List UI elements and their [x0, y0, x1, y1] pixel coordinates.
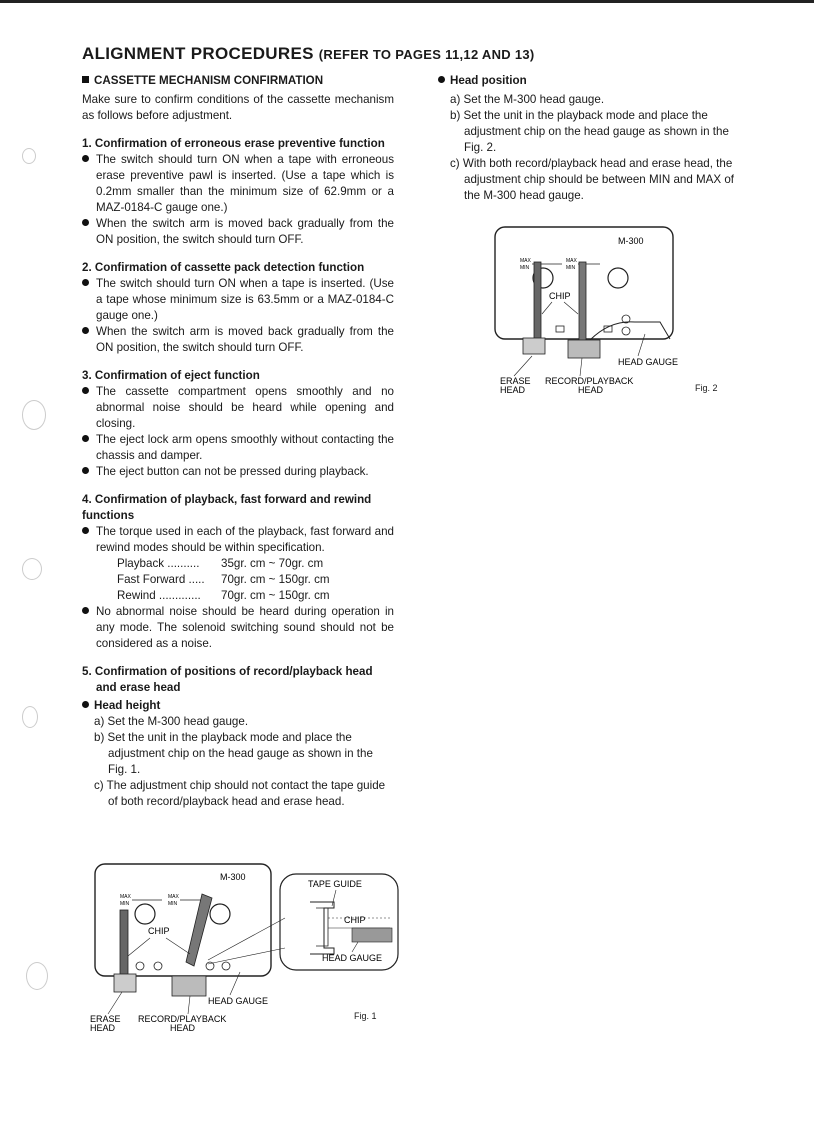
fig1-reel-hole-right: [210, 904, 230, 924]
scan-smudge: [22, 148, 36, 164]
item-4-heading: 4. Confirmation of playback, fast forward and rewind functions: [82, 493, 372, 522]
fig2-gauge-label: M-300: [618, 236, 644, 246]
scan-smudge: [26, 962, 48, 990]
fig2-caption: Fig. 2: [695, 383, 718, 393]
fig2-max-label-2: MAX: [566, 258, 577, 264]
right-column: [438, 73, 738, 204]
fig1-recpb-head-label: HEAD: [170, 1023, 196, 1033]
square-bullet-icon: [82, 76, 89, 83]
fig1-tape-guide-inner: [316, 908, 328, 946]
fig2-erase-leader: [514, 356, 532, 376]
bullet-icon: [82, 219, 89, 226]
fig1-detail-head-gauge-leader: [352, 942, 358, 952]
fig1-erase-head: [114, 974, 136, 992]
item-4-bullet-2: No abnormal noise should be heard during operation in any mode. The solenoid switching sound should not be considered as a noise.: [82, 604, 394, 652]
fig1-max-label-2: MAX: [168, 894, 179, 900]
fig1-post-1: [136, 962, 144, 970]
head-position-heading: Head position: [438, 73, 738, 89]
fig2-chip-leader-1: [542, 302, 552, 314]
bullet-icon: [82, 327, 89, 334]
spec-row-rewind: Rewind ............. 70gr. cm ~ 150gr. cm: [117, 589, 330, 602]
fig2-chip-leader-2: [564, 302, 578, 314]
item-3-heading: 3. Confirmation of eject function: [82, 369, 260, 382]
fig2-min-label-1: MIN: [520, 265, 530, 271]
fig1-chip-label: CHIP: [148, 926, 170, 936]
fig2-head-gauge-leader: [638, 334, 645, 356]
section-heading: CASSETTE MECHANISM CONFIRMATION: [82, 73, 394, 89]
fig2-min-label-2: MIN: [566, 265, 576, 271]
fig1-zoom-line-2: [208, 948, 285, 964]
fig1-recpb-leader: [188, 996, 190, 1014]
fig1-min-label-2: MIN: [168, 901, 178, 907]
bullet-icon: [82, 155, 89, 162]
bullet-icon: [82, 701, 89, 708]
fig2-recpb-head: [568, 340, 600, 358]
head-position-step-c: c) With both record/playback head and erase head, the adjustment chip should be between MIN and MAX of the M-300 head gauge.: [450, 157, 735, 202]
item-4-bullet-1: The torque used in each of the playback, fast forward and rewind modes should be within specification.: [82, 524, 394, 556]
fig1-head-gauge-label: HEAD GAUGE: [208, 996, 269, 1006]
bullet-icon: [82, 607, 89, 614]
fig1-head-gauge-block: [352, 928, 392, 942]
fig2-reel-hole-right: [608, 268, 628, 288]
head-height-heading: Head height: [82, 698, 394, 714]
fig1-erase-head-label: HEAD: [90, 1023, 116, 1033]
item-2-heading: 2. Confirmation of cassette pack detection function: [82, 261, 365, 274]
fig2-recpb-leader: [580, 358, 582, 376]
fig1-detail-chip-label: CHIP: [344, 915, 366, 925]
fig1-gauge-label: M-300: [220, 872, 246, 882]
fig1-max-label-1: MAX: [120, 894, 131, 900]
scan-smudge: [22, 558, 42, 580]
left-column: [82, 73, 394, 810]
scan-smudge: [22, 400, 46, 430]
spec-row-playback: Playback .......... 35gr. cm ~ 70gr. cm: [117, 557, 324, 570]
fig2-max-label-1: MAX: [520, 258, 531, 264]
fig1-chip-right: [186, 894, 212, 966]
section-intro: Make sure to confirm conditions of the cassette mechanism as follows before adjustment.: [82, 93, 394, 122]
bullet-icon: [438, 76, 445, 83]
bullet-icon: [82, 279, 89, 286]
top-rule: [0, 0, 814, 3]
item-2-bullet-2: When the switch arm is moved back gradually from the ON position, the switch should turn OFF.: [82, 324, 394, 356]
fig2-head-gauge-label: HEAD GAUGE: [618, 357, 679, 367]
head-height-step-c: c) The adjustment chip should not contact the tape guide of both record/playback head and erase head.: [94, 779, 386, 808]
fig2-chip-label: CHIP: [549, 291, 571, 301]
bullet-icon: [82, 467, 89, 474]
item-5-heading: 5. Confirmation of positions of record/playback head and erase head: [82, 665, 373, 694]
fig2-erase-head-label: HEAD: [500, 385, 526, 395]
fig2-diagram: [490, 222, 720, 402]
fig1-recpb-head: [172, 976, 206, 996]
fig2-post-2: [622, 327, 630, 335]
fig1-caption: Fig. 1: [354, 1011, 377, 1021]
fig1-post-2: [154, 962, 162, 970]
fig1-recpb-label: RECORD/PLAYBACK: [138, 1014, 227, 1024]
page-title-ref: (REFER TO PAGES 11,12 AND 13): [318, 47, 535, 62]
item-3-bullet-2: The eject lock arm opens smoothly without contacting the chassis and damper.: [82, 432, 394, 464]
bullet-icon: [82, 527, 89, 534]
head-position-step-a: a) Set the M-300 head gauge.: [450, 93, 605, 106]
fig2-recpb-label: RECORD/PLAYBACK: [545, 376, 634, 386]
item-1-bullet-1: The switch should turn ON when a tape with erroneous erase preventive pawl is inserted. (Use a tape which is 0.2mm smaller than the minimum size of 62.9mm or a MAZ-0184-C gauge one.): [82, 152, 394, 216]
fig1-post-4: [222, 962, 230, 970]
fig1-erase-label: ERASE: [90, 1014, 121, 1024]
spec-row-fast-forward: Fast Forward ..... 70gr. cm ~ 150gr. cm: [117, 573, 330, 586]
fig2-erase-head: [523, 338, 545, 354]
fig1-chip-leader-1: [128, 938, 150, 956]
item-3-bullet-1: The cassette compartment opens smoothly and no abnormal noise should be heard while opening and closing.: [82, 384, 394, 432]
fig1-erase-leader: [108, 992, 122, 1014]
page-title: ALIGNMENT PROCEDURES (REFER TO PAGES 11,12 AND 13): [82, 44, 535, 63]
head-height-step-a: a) Set the M-300 head gauge.: [94, 715, 249, 728]
fig2-erase-label: ERASE: [500, 376, 531, 386]
item-3-bullet-3: The eject button can not be pressed during playback.: [82, 464, 394, 480]
head-height-step-b: b) Set the unit in the playback mode and place the adjustment chip on the head gauge as shown in the Fig. 1.: [94, 731, 373, 776]
fig2-slot-1: [556, 326, 564, 332]
bullet-icon: [82, 387, 89, 394]
fig1-reel-hole-left: [135, 904, 155, 924]
bullet-icon: [82, 435, 89, 442]
fig2-recpb-head-label: HEAD: [578, 385, 604, 395]
item-2-bullet-1: The switch should turn ON when a tape is inserted. (Use a tape whose minimum size is 63.5mm or a MAZ-0184-C gauge one.): [82, 276, 394, 324]
fig1-chip-leader-2: [166, 938, 190, 954]
item-1-heading: 1. Confirmation of erroneous erase preventive function: [82, 137, 385, 150]
fig1-tape-guide-label: TAPE GUIDE: [308, 879, 362, 889]
fig1-min-label-1: MIN: [120, 901, 130, 907]
fig1-detail-head-gauge-label: HEAD GAUGE: [322, 953, 383, 963]
item-1-bullet-2: When the switch arm is moved back gradually from the ON position, the switch should turn OFF.: [82, 216, 394, 248]
head-position-step-b: b) Set the unit in the playback mode and place the adjustment chip on the head gauge as shown in the Fig. 2.: [450, 109, 729, 154]
scan-smudge: [22, 706, 38, 728]
